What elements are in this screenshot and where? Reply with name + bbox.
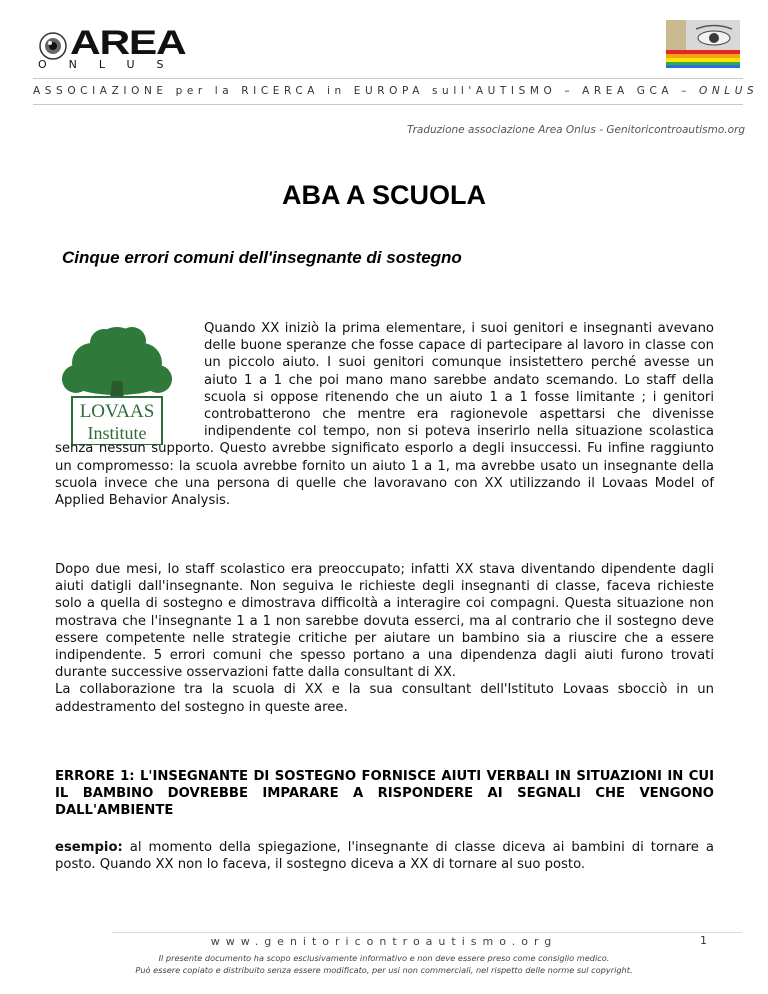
- paragraph-observations-text: Dopo due mesi, lo staff scolastico era preoccupato; infatti XX stava diventando dipendente dagli aiuti datigli dall'insegnante. Non seguiva le richieste degli insegnanti di classe, faceva richieste solo a quella di sostegno e dimostrava difficoltà a interagire coi compagni. Questa situazione non mostrava che l'insegnante 1 a 1 non sarebbe dovuta esserci, ma al contrario che il sostegno deve essere competente nelle strategie critiche per aiutare un bambino sia a riuscire che a essere indipendente. 5 errori comuni che spesso portano a una dipendenza dagli aiuti furono trovati durante successive osservazioni fatte dalla consultant di XX.: [55, 562, 714, 681]
- footer-disclaimer-2: Può essere copiato e distribuito senza essere modificato, per usi non commerciali, nel rispetto delle norme sul copyright.: [135, 965, 633, 975]
- genitori-contro-autismo-banner-icon: [666, 20, 740, 68]
- lovaas-logo-line1: LOVAAS: [79, 401, 155, 422]
- document-subtitle: Cinque errori comuni dell'insegnante di sostegno: [62, 248, 462, 267]
- association-tagline: [33, 85, 759, 97]
- example-label: esempio:: [55, 840, 123, 855]
- tagline-onlus: ONLUS: [698, 85, 759, 97]
- area-logo-eye-icon: [38, 31, 68, 61]
- footer-rule: [112, 932, 742, 933]
- paragraph-observations: [55, 561, 714, 716]
- paragraph-collaboration-text: La collaborazione tra la scuola di XX e la sua consultant dell'Istituto Lovaas sbocciò in un addestramento del sostegno in queste aree.: [55, 682, 714, 715]
- paragraph-intro: [55, 320, 714, 509]
- page-number: 1: [700, 934, 707, 947]
- footer-website-link[interactable]: www.genitoricontroautismo.org: [210, 935, 558, 948]
- document-title: ABA A SCUOLA: [282, 180, 486, 210]
- area-logo-subtext: ONLUS: [38, 58, 186, 71]
- logo-spacer: [55, 320, 204, 439]
- area-logo-text: AREA: [70, 24, 186, 62]
- translation-credit: Traduzione associazione Area Onlus - Genitoricontroautismo.org: [406, 124, 745, 136]
- header-rule-bottom: [33, 104, 743, 105]
- footer-disclaimer-1: Il presente documento ha scopo esclusivamente informativo e non deve essere preso come consiglio medico.: [158, 953, 610, 963]
- paragraph-intro-text: Quando XX iniziò la prima elementare, i suoi genitori e insegnanti avevano delle buone speranze che fosse capace di partecipare al lavoro in classe con un piccolo aiuto. I suoi genitori comunque insistettero perché avesse un aiuto 1 a 1 che poi mano mano sarebbe andato scemando. Lo staff della scuola si oppose ritenendo che un aiuto 1 a 1 fosse limitante ; i genitori controbatterono che mentre era ragionevole aspettarsi che divenisse indipendente col tempo, non si poteva inserirlo nella situazione scolastica senza nessun supporto. Questo avrebbe significato esporlo a degli insuccessi. Fu infine raggiunto un compromesso: la scuola avrebbe fornito un aiuto 1 a 1, ma avrebbe usato un insegnante della scuola invece che una persona di quelle che lavoravano con XX utilizzando il Lovaas Model of Applied Behavior Analysis.: [55, 321, 714, 509]
- lovaas-logo-line2: Institute: [87, 423, 147, 443]
- example-text: al momento della spiegazione, l'insegnante di classe diceva ai bambini di tornare a posto. Quando XX non lo faceva, il sostegno diceva a XX di tornare al suo posto.: [55, 840, 714, 873]
- error-1-heading: ERRORE 1: L'INSEGNANTE DI SOSTEGNO FORNISCE AIUTI VERBALI IN SITUAZIONI IN CUI IL BAMBINO DOVREBBE IMPARARE A RISPONDERE AI SEGNALI CHE VENGONO DALL'AMBIENTE: [55, 769, 714, 819]
- tagline-text: ASSOCIAZIONE per la RICERCA in EUROPA sull'AUTISMO – AREA GCA –: [33, 85, 699, 97]
- header-rule-top: [33, 78, 743, 79]
- example-paragraph: [55, 839, 714, 873]
